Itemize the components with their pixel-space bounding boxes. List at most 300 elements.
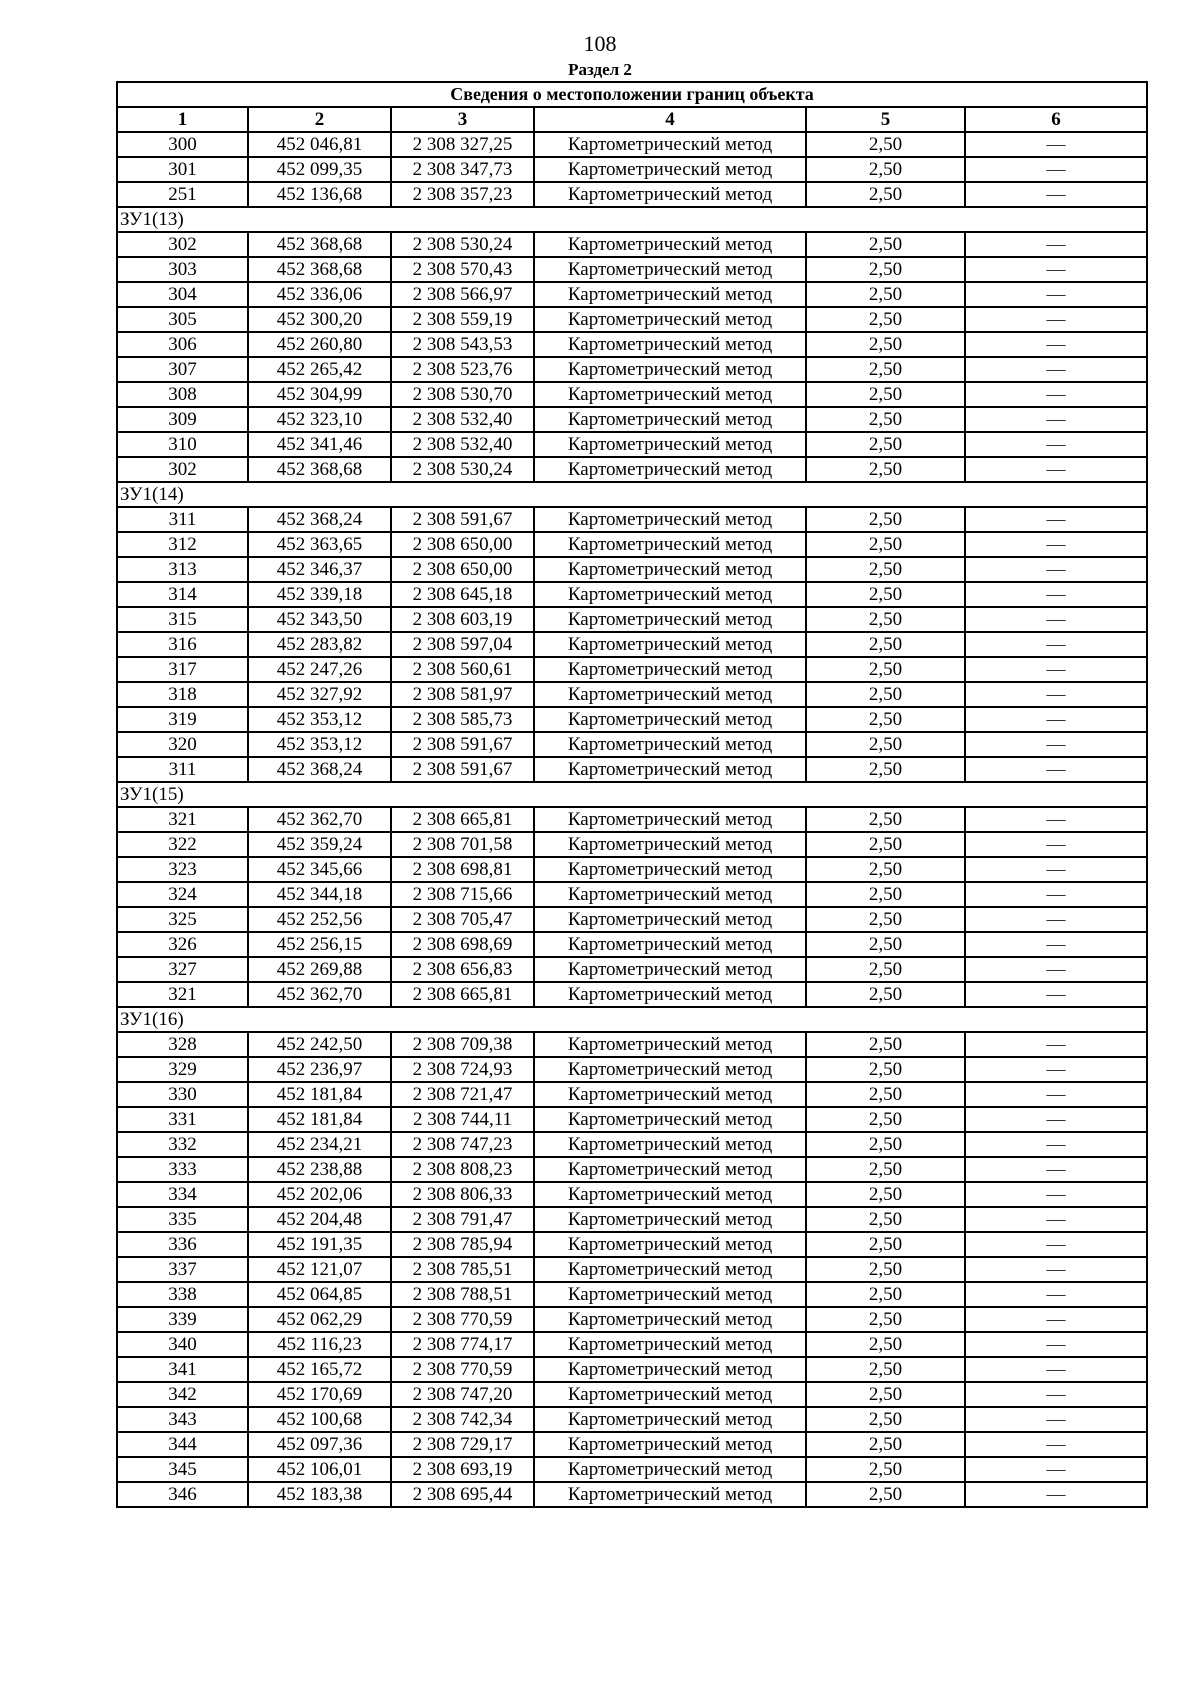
point-number-cell: 304 — [117, 282, 248, 307]
x-coordinate-cell: 452 238,88 — [248, 1157, 391, 1182]
table-row — [117, 1307, 1147, 1332]
point-number-cell: 306 — [117, 332, 248, 357]
x-coordinate-cell: 452 234,21 — [248, 1132, 391, 1157]
point-number-cell: 302 — [117, 457, 248, 482]
accuracy-cell: 2,50 — [806, 1282, 965, 1307]
method-cell: Картометрический метод — [534, 932, 806, 957]
y-coordinate-cell: 2 308 709,38 — [391, 1032, 534, 1057]
method-cell: Картометрический метод — [534, 132, 806, 157]
point-number-cell: 310 — [117, 432, 248, 457]
method-cell: Картометрический метод — [534, 1332, 806, 1357]
description-cell: — — [965, 307, 1147, 332]
method-cell: Картометрический метод — [534, 832, 806, 857]
method-cell: Картометрический метод — [534, 1282, 806, 1307]
description-cell: — — [965, 357, 1147, 382]
table-row — [117, 807, 1147, 832]
table-row — [117, 1357, 1147, 1382]
method-cell: Картометрический метод — [534, 1232, 806, 1257]
table-row — [117, 232, 1147, 257]
x-coordinate-cell: 452 181,84 — [248, 1107, 391, 1132]
method-cell: Картометрический метод — [534, 407, 806, 432]
y-coordinate-cell: 2 308 665,81 — [391, 807, 534, 832]
method-cell: Картометрический метод — [534, 982, 806, 1007]
accuracy-cell: 2,50 — [806, 407, 965, 432]
x-coordinate-cell: 452 368,68 — [248, 232, 391, 257]
accuracy-cell: 2,50 — [806, 832, 965, 857]
accuracy-cell: 2,50 — [806, 507, 965, 532]
point-number-cell: 320 — [117, 732, 248, 757]
y-coordinate-cell: 2 308 715,66 — [391, 882, 534, 907]
table-row — [117, 1032, 1147, 1057]
group-row — [117, 1007, 1147, 1032]
point-number-cell: 338 — [117, 1282, 248, 1307]
accuracy-cell: 2,50 — [806, 732, 965, 757]
y-coordinate-cell: 2 308 724,93 — [391, 1057, 534, 1082]
description-cell: — — [965, 507, 1147, 532]
y-coordinate-cell: 2 308 591,67 — [391, 757, 534, 782]
x-coordinate-cell: 452 097,36 — [248, 1432, 391, 1457]
description-cell: — — [965, 332, 1147, 357]
section-heading: Раздел 2 — [568, 60, 632, 79]
table-row — [117, 357, 1147, 382]
description-cell: — — [965, 932, 1147, 957]
table-row — [117, 1082, 1147, 1107]
y-coordinate-cell: 2 308 806,33 — [391, 1182, 534, 1207]
table-row — [117, 1457, 1147, 1482]
x-coordinate-cell: 452 046,81 — [248, 132, 391, 157]
table-row — [117, 682, 1147, 707]
description-cell: — — [965, 907, 1147, 932]
description-cell: — — [965, 1332, 1147, 1357]
x-coordinate-cell: 452 345,66 — [248, 857, 391, 882]
point-number-cell: 300 — [117, 132, 248, 157]
description-cell: — — [965, 807, 1147, 832]
x-coordinate-cell: 452 204,48 — [248, 1207, 391, 1232]
point-number-cell: 305 — [117, 307, 248, 332]
point-number-cell: 316 — [117, 632, 248, 657]
method-cell: Картометрический метод — [534, 557, 806, 582]
y-coordinate-cell: 2 308 357,23 — [391, 182, 534, 207]
x-coordinate-cell: 452 100,68 — [248, 1407, 391, 1432]
point-number-cell: 345 — [117, 1457, 248, 1482]
point-number-cell: 302 — [117, 232, 248, 257]
method-cell: Картометрический метод — [534, 282, 806, 307]
x-coordinate-cell: 452 116,23 — [248, 1332, 391, 1357]
x-coordinate-cell: 452 256,15 — [248, 932, 391, 957]
point-number-cell: 344 — [117, 1432, 248, 1457]
x-coordinate-cell: 452 343,50 — [248, 607, 391, 632]
table-row — [117, 632, 1147, 657]
table-row — [117, 1432, 1147, 1457]
method-cell: Картометрический метод — [534, 1307, 806, 1332]
point-number-cell: 312 — [117, 532, 248, 557]
point-number-cell: 307 — [117, 357, 248, 382]
table-row — [117, 382, 1147, 407]
accuracy-cell: 2,50 — [806, 957, 965, 982]
method-cell: Картометрический метод — [534, 657, 806, 682]
x-coordinate-cell: 452 341,46 — [248, 432, 391, 457]
x-coordinate-cell: 452 283,82 — [248, 632, 391, 657]
y-coordinate-cell: 2 308 570,43 — [391, 257, 534, 282]
description-cell: — — [965, 632, 1147, 657]
point-number-cell: 301 — [117, 157, 248, 182]
accuracy-cell: 2,50 — [806, 907, 965, 932]
description-cell: — — [965, 1432, 1147, 1457]
y-coordinate-cell: 2 308 530,24 — [391, 457, 534, 482]
y-coordinate-cell: 2 308 532,40 — [391, 407, 534, 432]
accuracy-cell: 2,50 — [806, 1382, 965, 1407]
column-header: 3 — [391, 107, 534, 132]
table-row — [117, 307, 1147, 332]
method-cell: Картометрический метод — [534, 332, 806, 357]
method-cell: Картометрический метод — [534, 632, 806, 657]
description-cell: — — [965, 407, 1147, 432]
group-label: ЗУ1(16) — [117, 1007, 1147, 1032]
accuracy-cell: 2,50 — [806, 607, 965, 632]
accuracy-cell: 2,50 — [806, 132, 965, 157]
method-cell: Картометрический метод — [534, 1382, 806, 1407]
description-cell: — — [965, 957, 1147, 982]
point-number-cell: 328 — [117, 1032, 248, 1057]
y-coordinate-cell: 2 308 560,61 — [391, 657, 534, 682]
x-coordinate-cell: 452 247,26 — [248, 657, 391, 682]
description-cell: — — [965, 1232, 1147, 1257]
y-coordinate-cell: 2 308 665,81 — [391, 982, 534, 1007]
accuracy-cell: 2,50 — [806, 282, 965, 307]
method-cell: Картометрический метод — [534, 357, 806, 382]
table-row — [117, 1482, 1147, 1507]
x-coordinate-cell: 452 106,01 — [248, 1457, 391, 1482]
method-cell: Картометрический метод — [534, 1257, 806, 1282]
method-cell: Картометрический метод — [534, 1082, 806, 1107]
point-number-cell: 322 — [117, 832, 248, 857]
y-coordinate-cell: 2 308 770,59 — [391, 1307, 534, 1332]
table-row — [117, 607, 1147, 632]
table-row — [117, 557, 1147, 582]
table-row — [117, 707, 1147, 732]
method-cell: Картометрический метод — [534, 682, 806, 707]
y-coordinate-cell: 2 308 693,19 — [391, 1457, 534, 1482]
description-cell: — — [965, 657, 1147, 682]
accuracy-cell: 2,50 — [806, 807, 965, 832]
x-coordinate-cell: 452 191,35 — [248, 1232, 391, 1257]
y-coordinate-cell: 2 308 650,00 — [391, 532, 534, 557]
description-cell: — — [965, 157, 1147, 182]
method-cell: Картометрический метод — [534, 582, 806, 607]
accuracy-cell: 2,50 — [806, 232, 965, 257]
accuracy-cell: 2,50 — [806, 857, 965, 882]
method-cell: Картометрический метод — [534, 957, 806, 982]
group-label: ЗУ1(15) — [117, 782, 1147, 807]
y-coordinate-cell: 2 308 747,23 — [391, 1132, 534, 1157]
method-cell: Картометрический метод — [534, 1432, 806, 1457]
y-coordinate-cell: 2 308 742,34 — [391, 1407, 534, 1432]
description-cell: — — [965, 1132, 1147, 1157]
x-coordinate-cell: 452 339,18 — [248, 582, 391, 607]
accuracy-cell: 2,50 — [806, 457, 965, 482]
description-cell: — — [965, 857, 1147, 882]
accuracy-cell: 2,50 — [806, 582, 965, 607]
accuracy-cell: 2,50 — [806, 932, 965, 957]
description-cell: — — [965, 1382, 1147, 1407]
accuracy-cell: 2,50 — [806, 982, 965, 1007]
description-cell: — — [965, 832, 1147, 857]
table-row — [117, 407, 1147, 432]
table-row — [117, 532, 1147, 557]
point-number-cell: 321 — [117, 807, 248, 832]
x-coordinate-cell: 452 368,68 — [248, 257, 391, 282]
x-coordinate-cell: 452 121,07 — [248, 1257, 391, 1282]
point-number-cell: 327 — [117, 957, 248, 982]
accuracy-cell: 2,50 — [806, 357, 965, 382]
description-cell: — — [965, 1207, 1147, 1232]
x-coordinate-cell: 452 336,06 — [248, 282, 391, 307]
description-cell: — — [965, 1282, 1147, 1307]
x-coordinate-cell: 452 099,35 — [248, 157, 391, 182]
y-coordinate-cell: 2 308 650,00 — [391, 557, 534, 582]
column-header: 6 — [965, 107, 1147, 132]
table-row — [117, 907, 1147, 932]
description-cell: — — [965, 882, 1147, 907]
description-cell: — — [965, 457, 1147, 482]
x-coordinate-cell: 452 368,68 — [248, 457, 391, 482]
point-number-cell: 346 — [117, 1482, 248, 1507]
accuracy-cell: 2,50 — [806, 682, 965, 707]
method-cell: Картометрический метод — [534, 532, 806, 557]
method-cell: Картометрический метод — [534, 257, 806, 282]
method-cell: Картометрический метод — [534, 732, 806, 757]
method-cell: Картометрический метод — [534, 1157, 806, 1182]
table-row — [117, 507, 1147, 532]
x-coordinate-cell: 452 368,24 — [248, 507, 391, 532]
x-coordinate-cell: 452 300,20 — [248, 307, 391, 332]
y-coordinate-cell: 2 308 347,73 — [391, 157, 534, 182]
description-cell: — — [965, 1357, 1147, 1382]
accuracy-cell: 2,50 — [806, 1082, 965, 1107]
method-cell: Картометрический метод — [534, 607, 806, 632]
x-coordinate-cell: 452 269,88 — [248, 957, 391, 982]
table-row — [117, 432, 1147, 457]
table-row — [117, 857, 1147, 882]
point-number-cell: 251 — [117, 182, 248, 207]
accuracy-cell: 2,50 — [806, 1032, 965, 1057]
y-coordinate-cell: 2 308 785,94 — [391, 1232, 534, 1257]
point-number-cell: 333 — [117, 1157, 248, 1182]
accuracy-cell: 2,50 — [806, 632, 965, 657]
table-row — [117, 1382, 1147, 1407]
accuracy-cell: 2,50 — [806, 1132, 965, 1157]
y-coordinate-cell: 2 308 808,23 — [391, 1157, 534, 1182]
description-cell: — — [965, 532, 1147, 557]
point-number-cell: 315 — [117, 607, 248, 632]
method-cell: Картометрический метод — [534, 1057, 806, 1082]
accuracy-cell: 2,50 — [806, 557, 965, 582]
accuracy-cell: 2,50 — [806, 1182, 965, 1207]
x-coordinate-cell: 452 181,84 — [248, 1082, 391, 1107]
column-header-row — [117, 107, 1147, 132]
y-coordinate-cell: 2 308 698,69 — [391, 932, 534, 957]
x-coordinate-cell: 452 136,68 — [248, 182, 391, 207]
description-cell: — — [965, 757, 1147, 782]
table-row — [117, 1132, 1147, 1157]
description-cell: — — [965, 732, 1147, 757]
table-row — [117, 1107, 1147, 1132]
description-cell: — — [965, 582, 1147, 607]
y-coordinate-cell: 2 308 729,17 — [391, 1432, 534, 1457]
accuracy-cell: 2,50 — [806, 1432, 965, 1457]
method-cell: Картометрический метод — [534, 1032, 806, 1057]
point-number-cell: 342 — [117, 1382, 248, 1407]
point-number-cell: 308 — [117, 382, 248, 407]
x-coordinate-cell: 452 327,92 — [248, 682, 391, 707]
x-coordinate-cell: 452 265,42 — [248, 357, 391, 382]
description-cell: — — [965, 707, 1147, 732]
table-row — [117, 332, 1147, 357]
y-coordinate-cell: 2 308 559,19 — [391, 307, 534, 332]
group-row — [117, 207, 1147, 232]
group-row — [117, 782, 1147, 807]
description-cell: — — [965, 1257, 1147, 1282]
x-coordinate-cell: 452 165,72 — [248, 1357, 391, 1382]
point-number-cell: 324 — [117, 882, 248, 907]
accuracy-cell: 2,50 — [806, 1457, 965, 1482]
description-cell: — — [965, 1482, 1147, 1507]
accuracy-cell: 2,50 — [806, 707, 965, 732]
description-cell: — — [965, 1182, 1147, 1207]
y-coordinate-cell: 2 308 603,19 — [391, 607, 534, 632]
description-cell: — — [965, 1032, 1147, 1057]
description-cell: — — [965, 982, 1147, 1007]
method-cell: Картометрический метод — [534, 1132, 806, 1157]
table-row — [117, 932, 1147, 957]
group-label: ЗУ1(13) — [117, 207, 1147, 232]
table-row — [117, 157, 1147, 182]
point-number-cell: 340 — [117, 1332, 248, 1357]
x-coordinate-cell: 452 323,10 — [248, 407, 391, 432]
y-coordinate-cell: 2 308 785,51 — [391, 1257, 534, 1282]
description-cell: — — [965, 182, 1147, 207]
method-cell: Картометрический метод — [534, 1182, 806, 1207]
table-row — [117, 1232, 1147, 1257]
table-body — [117, 132, 1147, 1507]
y-coordinate-cell: 2 308 774,17 — [391, 1332, 534, 1357]
point-number-cell: 309 — [117, 407, 248, 432]
accuracy-cell: 2,50 — [806, 257, 965, 282]
description-cell: — — [965, 232, 1147, 257]
x-coordinate-cell: 452 183,38 — [248, 1482, 391, 1507]
table-row — [117, 1157, 1147, 1182]
x-coordinate-cell: 452 362,70 — [248, 982, 391, 1007]
y-coordinate-cell: 2 308 788,51 — [391, 1282, 534, 1307]
description-cell: — — [965, 607, 1147, 632]
table-row — [117, 1182, 1147, 1207]
table-row — [117, 982, 1147, 1007]
table-row — [117, 257, 1147, 282]
point-number-cell: 325 — [117, 907, 248, 932]
accuracy-cell: 2,50 — [806, 657, 965, 682]
description-cell: — — [965, 1057, 1147, 1082]
x-coordinate-cell: 452 260,80 — [248, 332, 391, 357]
method-cell: Картометрический метод — [534, 1107, 806, 1132]
point-number-cell: 321 — [117, 982, 248, 1007]
description-cell: — — [965, 382, 1147, 407]
description-cell: — — [965, 1107, 1147, 1132]
point-number-cell: 326 — [117, 932, 248, 957]
y-coordinate-cell: 2 308 747,20 — [391, 1382, 534, 1407]
accuracy-cell: 2,50 — [806, 757, 965, 782]
y-coordinate-cell: 2 308 530,70 — [391, 382, 534, 407]
description-cell: — — [965, 282, 1147, 307]
table-row — [117, 457, 1147, 482]
method-cell: Картометрический метод — [534, 382, 806, 407]
table-row — [117, 832, 1147, 857]
table-row — [117, 657, 1147, 682]
y-coordinate-cell: 2 308 543,53 — [391, 332, 534, 357]
method-cell: Картометрический метод — [534, 707, 806, 732]
point-number-cell: 317 — [117, 657, 248, 682]
x-coordinate-cell: 452 363,65 — [248, 532, 391, 557]
column-header: 2 — [248, 107, 391, 132]
accuracy-cell: 2,50 — [806, 1232, 965, 1257]
table-row — [117, 182, 1147, 207]
point-number-cell: 341 — [117, 1357, 248, 1382]
point-number-cell: 323 — [117, 857, 248, 882]
method-cell: Картометрический метод — [534, 157, 806, 182]
x-coordinate-cell: 452 064,85 — [248, 1282, 391, 1307]
y-coordinate-cell: 2 308 695,44 — [391, 1482, 534, 1507]
accuracy-cell: 2,50 — [806, 157, 965, 182]
accuracy-cell: 2,50 — [806, 1207, 965, 1232]
accuracy-cell: 2,50 — [806, 1407, 965, 1432]
method-cell: Картометрический метод — [534, 432, 806, 457]
y-coordinate-cell: 2 308 566,97 — [391, 282, 534, 307]
y-coordinate-cell: 2 308 656,83 — [391, 957, 534, 982]
method-cell: Картометрический метод — [534, 507, 806, 532]
boundary-coordinates-table — [116, 81, 1148, 1508]
y-coordinate-cell: 2 308 597,04 — [391, 632, 534, 657]
method-cell: Картометрический метод — [534, 457, 806, 482]
point-number-cell: 336 — [117, 1232, 248, 1257]
method-cell: Картометрический метод — [534, 757, 806, 782]
page-number: 108 — [583, 31, 617, 56]
table-row — [117, 582, 1147, 607]
description-cell: — — [965, 1307, 1147, 1332]
column-header: 4 — [534, 107, 806, 132]
accuracy-cell: 2,50 — [806, 882, 965, 907]
x-coordinate-cell: 452 368,24 — [248, 757, 391, 782]
method-cell: Картометрический метод — [534, 907, 806, 932]
point-number-cell: 318 — [117, 682, 248, 707]
x-coordinate-cell: 452 170,69 — [248, 1382, 391, 1407]
point-number-cell: 335 — [117, 1207, 248, 1232]
x-coordinate-cell: 452 359,24 — [248, 832, 391, 857]
description-cell: — — [965, 1457, 1147, 1482]
point-number-cell: 330 — [117, 1082, 248, 1107]
accuracy-cell: 2,50 — [806, 1157, 965, 1182]
y-coordinate-cell: 2 308 744,11 — [391, 1107, 534, 1132]
point-number-cell: 331 — [117, 1107, 248, 1132]
x-coordinate-cell: 452 304,99 — [248, 382, 391, 407]
table-caption-row — [117, 82, 1147, 107]
point-number-cell: 313 — [117, 557, 248, 582]
point-number-cell: 311 — [117, 757, 248, 782]
y-coordinate-cell: 2 308 532,40 — [391, 432, 534, 457]
y-coordinate-cell: 2 308 721,47 — [391, 1082, 534, 1107]
method-cell: Картометрический метод — [534, 232, 806, 257]
method-cell: Картометрический метод — [534, 882, 806, 907]
x-coordinate-cell: 452 236,97 — [248, 1057, 391, 1082]
y-coordinate-cell: 2 308 591,67 — [391, 507, 534, 532]
